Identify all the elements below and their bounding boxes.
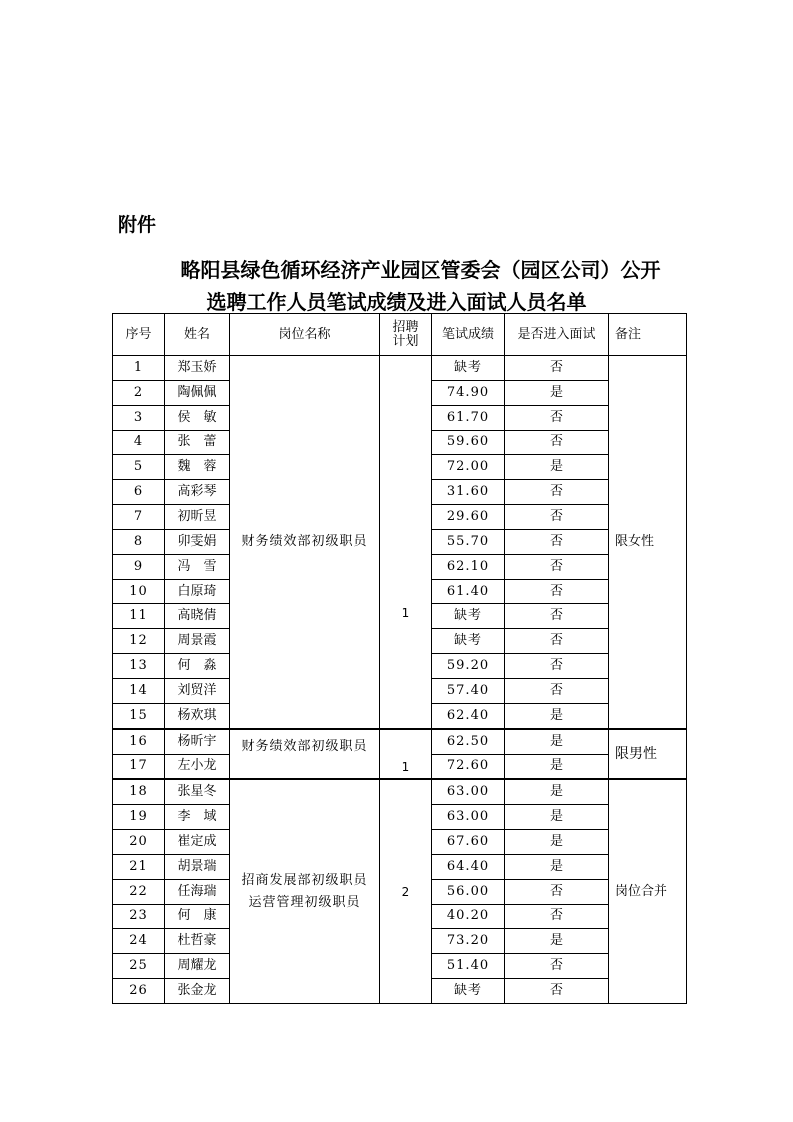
- row-name: 白原琦: [165, 579, 230, 604]
- group-position: [230, 729, 380, 780]
- row-name: 冯 雪: [165, 554, 230, 579]
- row-name: 刘贸洋: [165, 678, 230, 703]
- row-name: 崔定成: [165, 830, 230, 855]
- row-name: 初昕昱: [165, 505, 230, 530]
- row-seq: 2: [113, 380, 165, 405]
- header-interview: 是否进入面试: [505, 314, 609, 356]
- row-interview: 否: [505, 979, 609, 1004]
- header-score: 笔试成绩: [432, 314, 505, 356]
- row-name: 魏 蓉: [165, 455, 230, 480]
- table-row: [113, 356, 687, 381]
- row-score: 51.40: [432, 954, 505, 979]
- row-score: 59.20: [432, 654, 505, 679]
- row-seq: 1: [113, 356, 165, 381]
- group-position-label: 招商发展部初级职员: [241, 872, 368, 888]
- row-seq: 26: [113, 979, 165, 1004]
- row-score: 62.50: [432, 729, 505, 754]
- row-name: 陶佩佩: [165, 380, 230, 405]
- group-plan: 1: [380, 729, 432, 780]
- row-interview: 否: [505, 554, 609, 579]
- group-plan: 1: [380, 356, 432, 729]
- row-name: 张星冬: [165, 779, 230, 804]
- row-score: 29.60: [432, 505, 505, 530]
- row-interview: 否: [505, 629, 609, 654]
- row-seq: 20: [113, 830, 165, 855]
- row-interview: 是: [505, 805, 609, 830]
- row-name: 张 蕾: [165, 430, 230, 455]
- row-name: 杨欢琪: [165, 703, 230, 728]
- row-interview: 是: [505, 729, 609, 754]
- row-interview: 是: [505, 380, 609, 405]
- document-title-line2: 选聘工作人员笔试成绩及进入面试人员名单: [206, 290, 587, 314]
- row-score: 40.20: [432, 904, 505, 929]
- row-score: 缺考: [432, 629, 505, 654]
- row-seq: 24: [113, 929, 165, 954]
- row-name: 李 域: [165, 805, 230, 830]
- group-position: [230, 356, 380, 729]
- row-name: 杨昕宇: [165, 729, 230, 754]
- row-name: 何 淼: [165, 654, 230, 679]
- row-name: 周景霞: [165, 629, 230, 654]
- row-seq: 25: [113, 954, 165, 979]
- row-score: 31.60: [432, 480, 505, 505]
- row-score: 缺考: [432, 979, 505, 1004]
- row-score: 缺考: [432, 604, 505, 629]
- row-interview: 否: [505, 954, 609, 979]
- row-interview: 否: [505, 405, 609, 430]
- row-score: 62.10: [432, 554, 505, 579]
- row-score: 61.70: [432, 405, 505, 430]
- row-seq: 19: [113, 805, 165, 830]
- group-position: [230, 779, 380, 1003]
- row-score: 57.40: [432, 678, 505, 703]
- row-interview: 否: [505, 579, 609, 604]
- row-seq: 21: [113, 854, 165, 879]
- row-seq: 18: [113, 779, 165, 804]
- row-interview: 否: [505, 356, 609, 381]
- header-plan: [380, 314, 432, 356]
- row-score: 64.40: [432, 854, 505, 879]
- row-seq: 14: [113, 678, 165, 703]
- row-score: 55.70: [432, 529, 505, 554]
- row-seq: 5: [113, 455, 165, 480]
- row-name: 左小龙: [165, 754, 230, 779]
- header-note: 备注: [609, 314, 687, 356]
- row-interview: 否: [505, 654, 609, 679]
- group-position-label: 财务绩效部初级职员: [241, 533, 368, 549]
- row-interview: 是: [505, 929, 609, 954]
- row-seq: 16: [113, 729, 165, 754]
- attachment-label: 附件: [118, 214, 157, 236]
- group-plan: 2: [380, 779, 432, 1003]
- row-name: 杜哲豪: [165, 929, 230, 954]
- row-score: 63.00: [432, 779, 505, 804]
- row-interview: 是: [505, 703, 609, 728]
- row-score: 59.60: [432, 430, 505, 455]
- row-score: 67.60: [432, 830, 505, 855]
- header-name: 姓名: [165, 314, 230, 356]
- row-name: 郑玉娇: [165, 356, 230, 381]
- row-interview: 是: [505, 754, 609, 779]
- row-interview: 否: [505, 604, 609, 629]
- row-score: 73.20: [432, 929, 505, 954]
- row-interview: 否: [505, 529, 609, 554]
- row-interview: 否: [505, 678, 609, 703]
- row-name: 侯 敏: [165, 405, 230, 430]
- row-name: 张金龙: [165, 979, 230, 1004]
- row-interview: 是: [505, 830, 609, 855]
- row-seq: 3: [113, 405, 165, 430]
- row-name: 胡景瑞: [165, 854, 230, 879]
- row-seq: 8: [113, 529, 165, 554]
- row-seq: 17: [113, 754, 165, 779]
- header-position: 岗位名称: [230, 314, 380, 356]
- header-seq: 序号: [113, 314, 165, 356]
- row-score: 72.00: [432, 455, 505, 480]
- row-name: 何 康: [165, 904, 230, 929]
- row-score: 62.40: [432, 703, 505, 728]
- row-name: 高晓倩: [165, 604, 230, 629]
- row-interview: 是: [505, 455, 609, 480]
- row-name: 卯雯娟: [165, 529, 230, 554]
- row-seq: 4: [113, 430, 165, 455]
- row-seq: 10: [113, 579, 165, 604]
- row-interview: 否: [505, 879, 609, 904]
- table-row: [113, 729, 687, 754]
- row-interview: 是: [505, 779, 609, 804]
- group-note: 限男性: [609, 729, 687, 780]
- row-score: 72.60: [432, 754, 505, 779]
- row-score: 74.90: [432, 380, 505, 405]
- row-seq: 22: [113, 879, 165, 904]
- header-plan-line1: 招聘: [392, 319, 419, 335]
- row-name: 高彩琴: [165, 480, 230, 505]
- row-seq: 15: [113, 703, 165, 728]
- row-seq: 13: [113, 654, 165, 679]
- row-seq: 6: [113, 480, 165, 505]
- row-seq: 12: [113, 629, 165, 654]
- row-score: 63.00: [432, 805, 505, 830]
- row-score: 56.00: [432, 879, 505, 904]
- results-table: [112, 313, 687, 1004]
- row-seq: 7: [113, 505, 165, 530]
- row-name: 周耀龙: [165, 954, 230, 979]
- table-header-row: [113, 314, 687, 356]
- row-interview: 否: [505, 480, 609, 505]
- document-title-line1: 略阳县绿色循环经济产业园区管委会（园区公司）公开: [180, 258, 661, 282]
- row-interview: 否: [505, 505, 609, 530]
- group-note: 岗位合并: [609, 779, 687, 1003]
- group-position-label: 财务绩效部初级职员: [241, 738, 368, 754]
- row-seq: 11: [113, 604, 165, 629]
- table-row: [113, 779, 687, 804]
- row-seq: 23: [113, 904, 165, 929]
- header-plan-line2: 计划: [392, 333, 419, 349]
- row-interview: 是: [505, 854, 609, 879]
- row-name: 任海瑞: [165, 879, 230, 904]
- row-score: 61.40: [432, 579, 505, 604]
- group-note: 限女性: [609, 356, 687, 729]
- row-interview: 否: [505, 904, 609, 929]
- row-interview: 否: [505, 430, 609, 455]
- row-score: 缺考: [432, 356, 505, 381]
- row-seq: 9: [113, 554, 165, 579]
- group-position-label-2: 运营管理初级职员: [248, 894, 361, 910]
